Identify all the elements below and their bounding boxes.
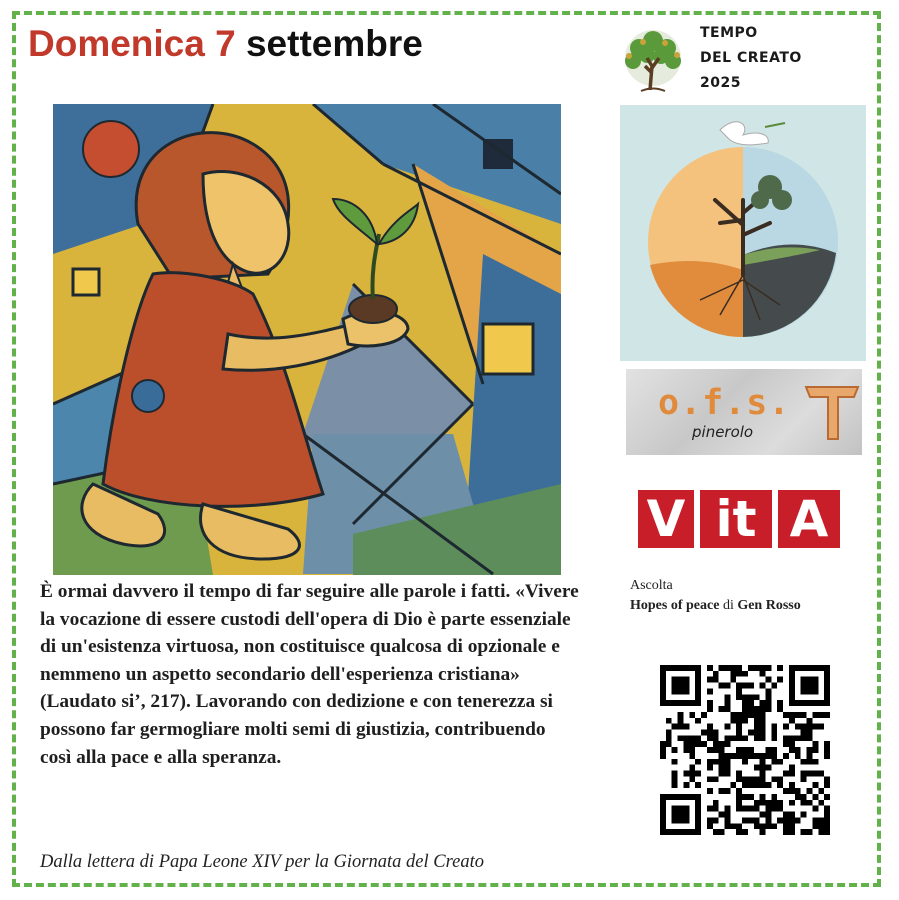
ofs-name: o.f.s.: [658, 383, 791, 423]
song-title: Hopes of peace: [630, 598, 720, 613]
date-day: Domenica 7: [28, 23, 236, 64]
song-artist: Gen Rosso: [737, 598, 801, 613]
ofs-city: pinerolo: [692, 423, 754, 441]
tempo-del-creato-logo: [700, 21, 802, 96]
quote-paragraph: È ormai davvero il tempo di far seguire alle parole i fatti. «Vivere la vocazione di essere custodi dell'opera di Dio è parte essenziale di un'esistenza virtuosa, non costituisce qualcosa di opzionale e nemmeno un aspetto secondario dell'esperienza cristiana» (Laudato si’, 217). Lavorando con dedizione e con tenerezza si possono far germogliare molti semi di giustizia, contribuendo così alla pace e alla speranza.: [40, 581, 579, 768]
tau-cross-icon: [802, 379, 862, 443]
qr-code[interactable]: [660, 665, 830, 835]
page-title: [28, 20, 423, 68]
vita-letter-v: V: [638, 490, 694, 548]
song-di: di: [719, 598, 738, 613]
date-month: settembre: [245, 23, 423, 64]
quote-source: Dalla lettera di Papa Leone XIV per la Giornata del Creato: [40, 852, 484, 872]
logo-line-3: 2025: [700, 75, 741, 91]
vita-logo: [638, 490, 852, 548]
ofs-pinerolo-logo: [626, 369, 862, 455]
girl-with-seedling-illustration: [53, 104, 561, 575]
listen-label: Ascolta: [630, 578, 673, 593]
logo-line-1: TEMPO: [700, 25, 758, 41]
song-credit: [630, 596, 801, 616]
vita-letter-a: A: [778, 490, 840, 548]
logo-line-2: DEL CREATO: [700, 50, 802, 66]
tree-logo-icon: [617, 28, 689, 96]
listen-caption: [630, 576, 801, 616]
vita-letters-it: it: [700, 490, 772, 548]
dove-tree-poster: [620, 105, 866, 361]
